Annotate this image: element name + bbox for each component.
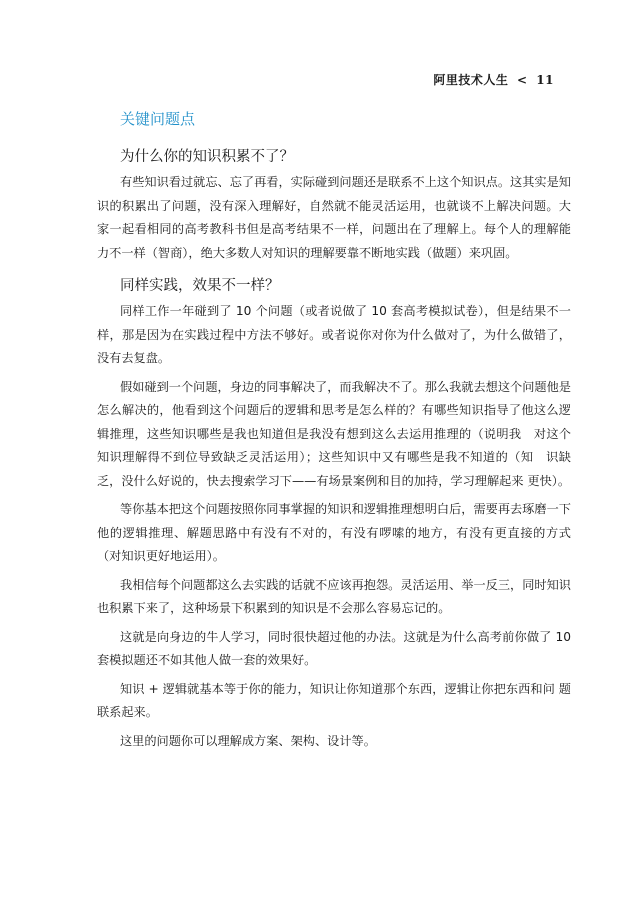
paragraph: 这就是向身边的牛人学习，同时很快超过他的办法。这就是为什么高考前你做了 10 套模拟题还不如其他人做一套的效果好。 — [97, 629, 571, 667]
paragraph: 等你基本把这个问题按照你同事掌握的知识和逻辑推理想明白后，需要再去琢磨一下他的逻辑推理、解题思路中有没有不对的，有没有啰嗦的地方，有没有更直接的方式（对知识更好地运用）。 — [97, 502, 571, 563]
sub-heading: 同样实践，效果不一样？ — [120, 278, 280, 294]
page-number: 11 — [536, 73, 554, 87]
paragraph: 这里的问题你可以理解成方案、架构、设计等。 — [120, 733, 376, 748]
paragraph: 知识 + 逻辑就基本等于你的能力，知识让你知道那个东西，逻辑让你把东西和问 题联系起来。 — [97, 681, 571, 719]
running-header — [433, 71, 554, 88]
sub-heading: 为什么你的知识积累不了？ — [120, 149, 294, 165]
paragraph: 同样工作一年碰到了 10 个问题（或者说做了 10 套高考模拟试卷），但是结果不一样，那是因为在实践过程中方法不够好。或者说你对你为什么做对了，为什么做错了，没有去复盘。 — [97, 304, 571, 365]
paragraph: 有些知识看过就忘、忘了再看，实际碰到问题还是联系不上这个知识点。这其实是知识的积累出了问题，没有深入理解好，自然就不能灵活运用，也就谈不上解决问题。大家一起看相同的高考教科书但是高考结果不一样，问题出在了理解上。每个人的理解能力不一样（智商），绝大多数人对知识的理解要靠不断地实践（做题）来巩固。 — [97, 175, 571, 260]
book-title: 阿里技术人生 — [433, 73, 509, 87]
paragraph: 我相信每个问题都这么去实践的话就不应该再抱怨。灵活运用、举一反三，同时知识也积累下来了，这种场景下积累到的知识是不会那么容易忘记的。 — [97, 577, 571, 615]
paragraph: 假如碰到一个问题，身边的同事解决了，而我解决不了。那么我就去想这个问题他是怎么解决的，他看到这个问题后的逻辑和思考是怎么样的？有哪些知识指导了他这么逻辑推理，这些知识哪些是我也知道但是我没有想到这么去运用推理的（说明我 对这个知识理解得不到位导致缺乏灵活运用）；这些知识中又有哪些是我不知道的（知 识缺乏，没什么好说的，快去搜索学习下——有场景案例和目的加持，学习理解起来 更快）。 — [97, 379, 571, 488]
page-body — [97, 108, 571, 753]
section-title: 关键问题点 — [120, 110, 196, 128]
header-separator: < — [517, 73, 528, 87]
